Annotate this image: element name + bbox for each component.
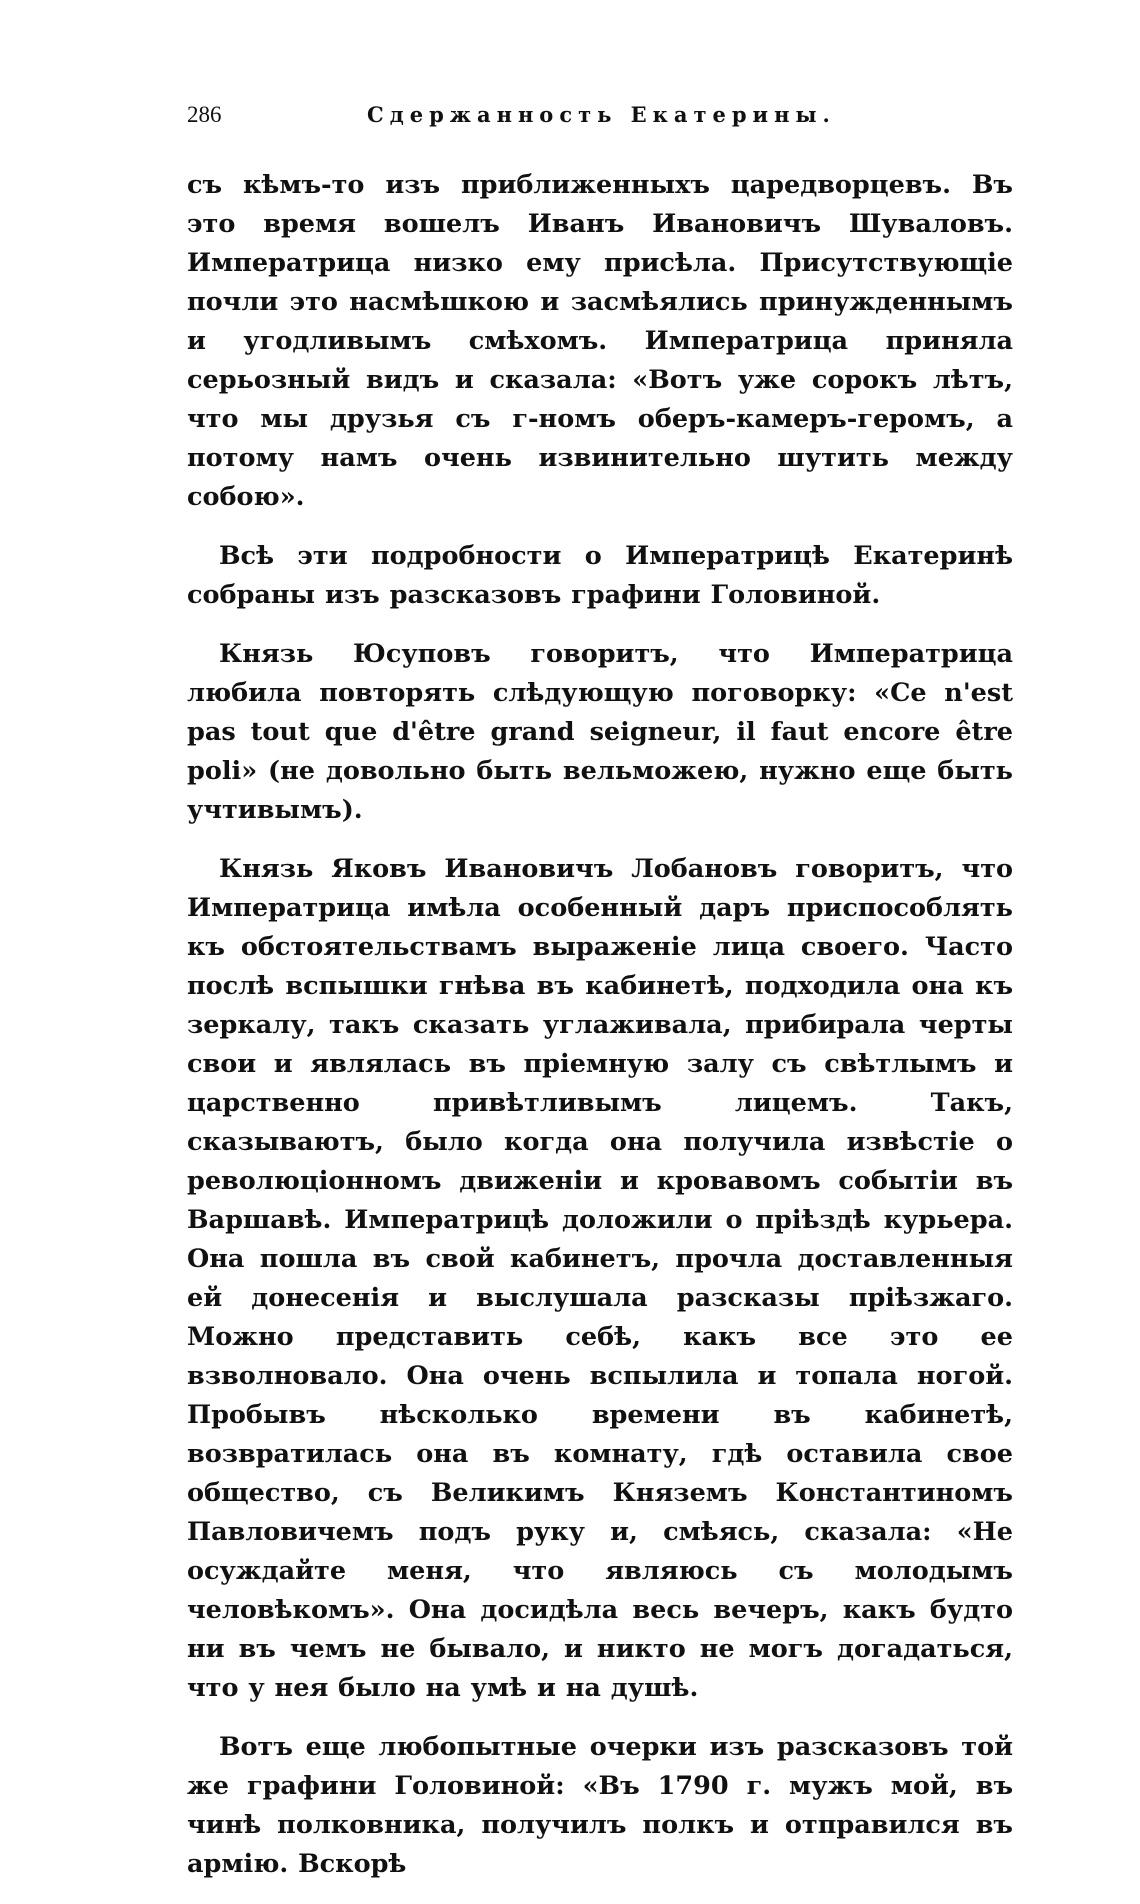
book-page xyxy=(187,96,1013,1904)
paragraph-continuation: съ кѣмъ-то изъ приближенныхъ царедворцевъ. Въ это время вошелъ Иванъ Ивановичъ Шуваловъ. Императрица низко ему присѣла. Присутствующіе почли это насмѣшкою и засмѣялись принужденнымъ и угодливымъ смѣхомъ. Императрица приняла серьозный видъ и сказала: «Вотъ уже сорокъ лѣтъ, что мы друзья съ г-номъ оберъ-камеръ-геромъ, а потому намъ очень извинительно шутить между собою». xyxy=(187,170,1013,512)
paragraph-golovina-sketches: Вотъ еще любопытные очерки изъ разсказовъ той же графини Головиной: «Въ 1790 г. мужъ мой, въ чинѣ полковника, получилъ полкъ и отправился въ армію. Вскорѣ xyxy=(187,1732,1013,1879)
paragraph-golovina-source: Всѣ эти подробности о Императрицѣ Екатеринѣ собраны изъ разсказовъ графини Головиной. xyxy=(187,541,1013,610)
running-head xyxy=(187,96,1013,136)
paragraph-lobanov: Князь Яковъ Ивановичъ Лобановъ говоритъ, что Императрица имѣла особенный даръ приспособлять къ обстоятельствамъ выраженіе лица своего. Часто послѣ вспышки гнѣва въ кабинетѣ, подходила она къ зеркалу, такъ сказать углаживала, прибирала черты свои и являлась въ пріемную залу съ свѣтлымъ и царственно привѣтливымъ лицемъ. Такъ, сказываютъ, было когда она получила извѣстіе о революціонномъ движеніи и кровавомъ событіи въ Варшавѣ. Императрицѣ доложили о пріѣздѣ курьера. Она пошла въ свой кабинетъ, прочла доставленныя ей донесенія и выслушала разсказы пріѣзжаго. Можно представить себѣ, какъ все это ее взволновало. Она очень вспылила и топала ногой. Пробывъ нѣсколько времени въ кабинетѣ, возвратилась она въ комнату, гдѣ оставила свое общество, съ Великимъ Княземъ Константиномъ Павловичемъ подъ руку и, смѣясь, сказала: «Не осуждайте меня, что являюсь съ молодымъ человѣкомъ». Она досидѣла весь вечеръ, какъ будто ни въ чемъ не бывало, и никто не могъ догадаться, что у нея было на умѣ и на душѣ. xyxy=(187,854,1013,1703)
page-number: 286 xyxy=(187,102,222,127)
body-text xyxy=(187,166,1013,1884)
running-title: Сдержанность Екатерины. xyxy=(367,102,836,127)
paragraph-yusupov: Князь Юсуповъ говоритъ, что Императрица любила повторять слѣдующую поговорку: «Ce n'est pas tout que d'être grand seigneur, il faut encore être poli» (не довольно быть вельможею, нужно еще быть учтивымъ). xyxy=(187,639,1013,825)
